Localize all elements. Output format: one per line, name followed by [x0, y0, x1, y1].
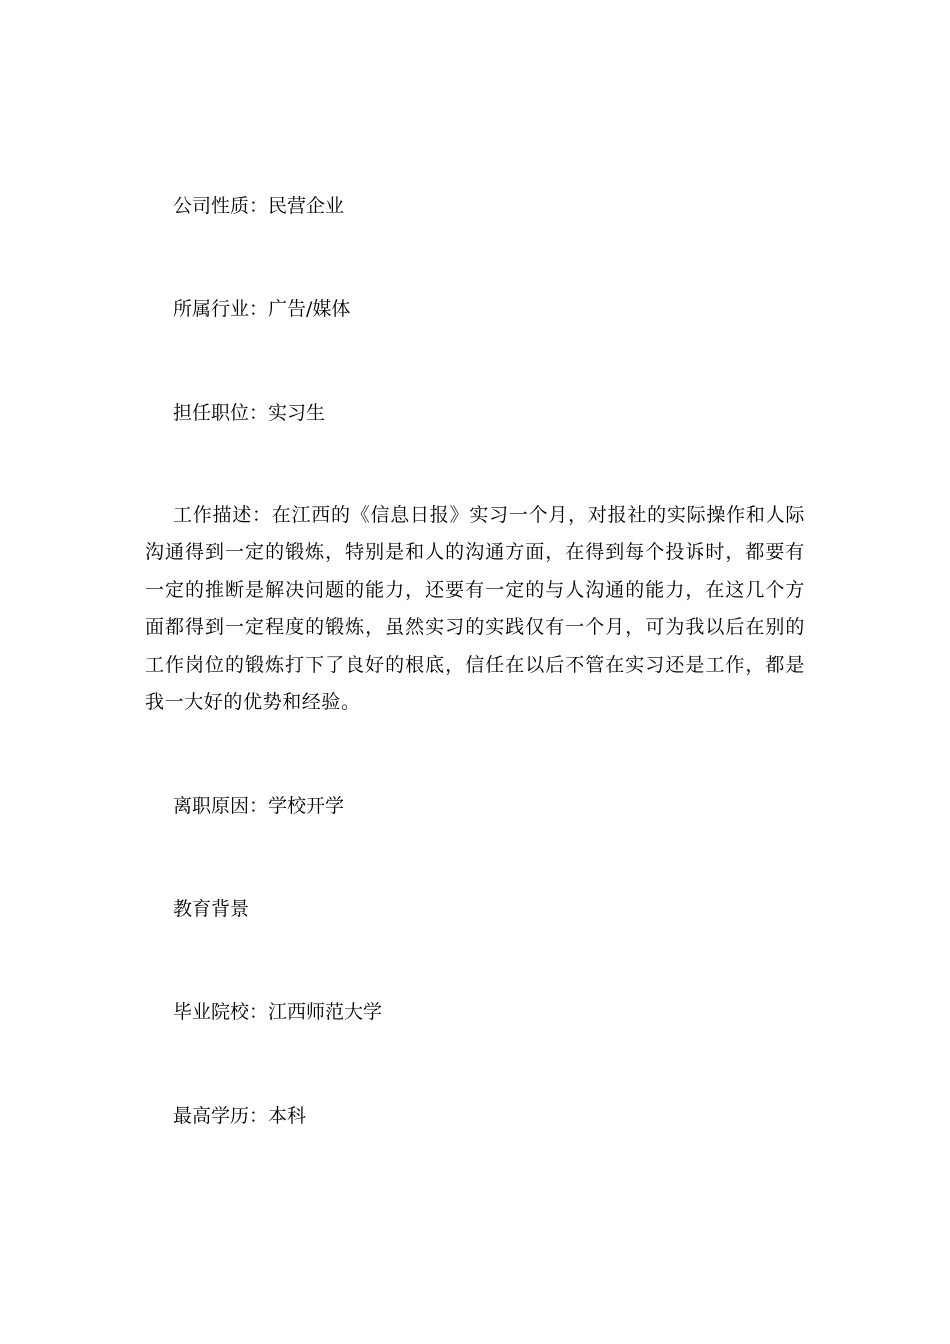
education-heading: 教育背景 [173, 898, 250, 920]
school-line: 毕业院校：江西师范大学 [173, 1001, 383, 1023]
job-description-paragraph: 工作描述：在江西的《信息日报》实习一个月，对报社的实际操作和人际沟通得到一定的锻炼，特别是和人的沟通方面，在得到每个投诉时，都要有一定的推断是解决问题的能力，还要有一定的与人沟通的能力，在这几个方面都得到一定程度的锻炼，虽然实习的实践仅有一个月，可为我以后在别的工作岗位的锻炼打下了良好的根底，信任在以后不管在实习还是工作，都是我一大好的优势和经验。 [145, 504, 805, 714]
position-line: 担任职位：实习生 [173, 402, 326, 424]
leaving-reason-line: 离职原因：学校开学 [173, 795, 345, 817]
company-nature-line: 公司性质：民营企业 [173, 195, 345, 217]
industry-line: 所属行业：广告/媒体 [173, 298, 351, 320]
degree-line: 最高学历：本科 [173, 1105, 307, 1127]
